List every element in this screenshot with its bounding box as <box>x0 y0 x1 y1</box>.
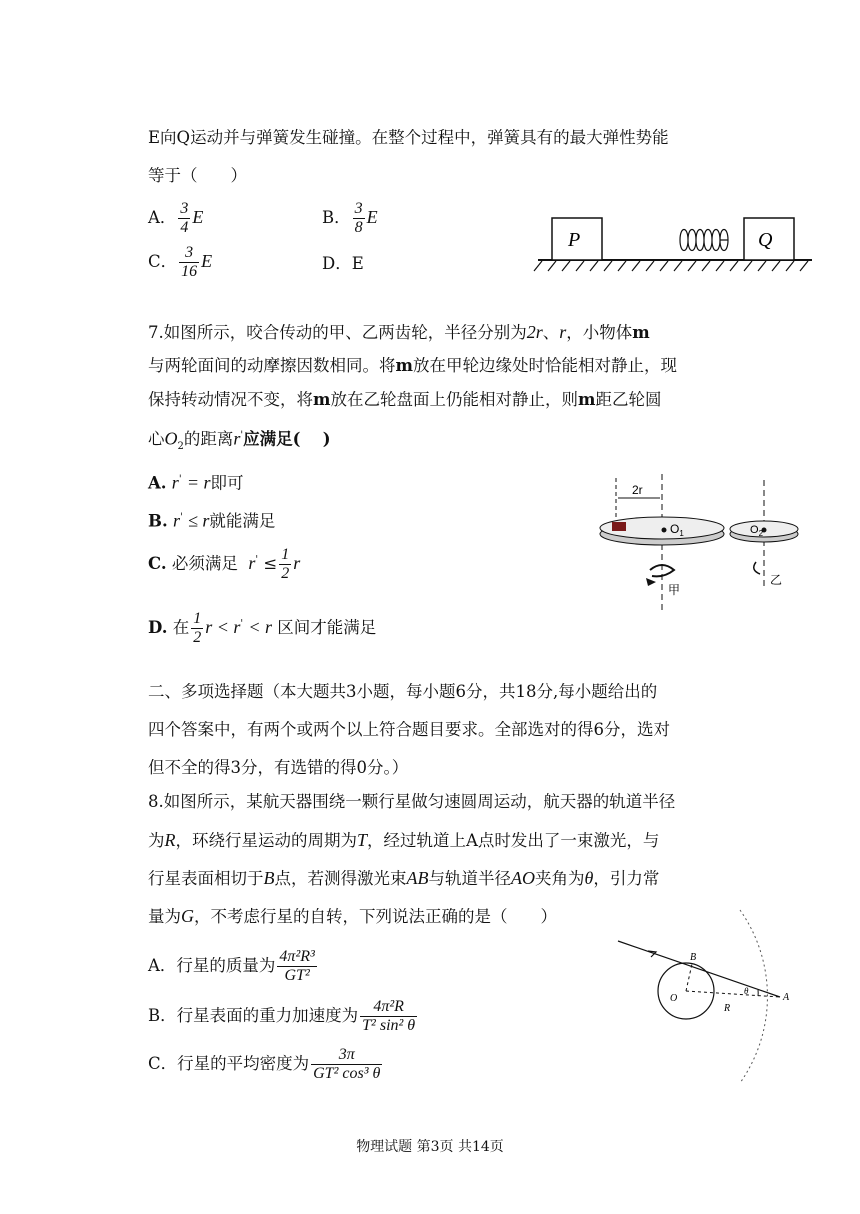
q7-line2: 与两轮面间的动摩擦因数相同。将m放在甲轮边缘处时恰能相对静止，现 <box>148 356 677 375</box>
q6-option-c: C． $\frac{3}{16}$ E <box>148 244 213 280</box>
fig-b-label: B <box>690 952 697 963</box>
fig-o-label: O <box>670 993 678 1004</box>
q7-option-c: C. 必须满足 r' ≤ $\frac{1}{2}$ r <box>148 546 301 582</box>
q6-option-a: A． $\frac{3}{4}$ E <box>148 200 204 236</box>
q6-line2: 等于（ ） <box>148 166 247 185</box>
fig-2r-label: 2r <box>632 483 643 497</box>
svg-text:O1: $O_1$ <box>670 522 684 538</box>
q7-line1: 7.如图所示，咬合传动的甲、乙两齿轮，半径分别为2r、r，小物体m <box>148 322 650 342</box>
q8-option-c: C．行星的平均密度为 $\frac{3\pi}{\text{GT² cos³ θ}}$ <box>148 1046 381 1082</box>
q8-option-b: B．行星表面的重力加速度为 $\frac{\text{4π²R}}{\text{T² sin² θ}}$ <box>148 998 416 1034</box>
orbit-figure <box>610 905 825 1085</box>
fig-a-label: A <box>783 992 790 1003</box>
q7-option-d: D. 在 $\frac{1}{2}$ r < r' < r 区间才能满足 <box>148 610 377 646</box>
page-footer: 物理试题 第3页 共14页 <box>356 1139 504 1155</box>
q6-line1: E向Q运动并与弹簧发生碰撞。在整个过程中，弹簧具有的最大弹性势能 <box>148 128 669 147</box>
q8-line3: 行星表面相切于B点，若测得激光束AB与轨道半径AO夹角为θ，引力常 <box>148 868 660 888</box>
fig-theta-label: θ <box>744 986 749 996</box>
fig-r-label: R <box>724 1003 731 1014</box>
spring-block-figure <box>530 210 820 280</box>
section2-line2: 四个答案中，有两个或两个以上符合题目要求。全部选对的得6分，选对 <box>148 720 670 739</box>
q8-line2: 为R，环绕行星运动的周期为T，经过轨道上A点时发出了一束激光，与 <box>148 830 660 850</box>
fig-jia-label: 甲 <box>668 583 681 597</box>
q8-line1: 8.如图所示，某航天器围绕一颗行星做匀速圆周运动，航天器的轨道半径 <box>148 792 676 811</box>
q7-option-b: B. r' ≤ r就能满足 <box>148 510 276 531</box>
q8-line4: 量为G，不考虑行星的自转，下列说法正确的是（ ） <box>148 906 557 926</box>
section2-line3: 但不全的得3分，有选错的得0分。） <box>148 758 409 777</box>
q7-option-a: A. r' = r即可 <box>148 472 244 493</box>
block-q-label: Q <box>758 229 773 251</box>
small-object-m <box>612 522 626 531</box>
q7-line3: 保持转动情况不变，将m放在乙轮盘面上仍能相对静止，则m距乙轮圆 <box>148 390 662 409</box>
q6-option-b: B． $\frac{3}{8}$ E <box>322 200 378 236</box>
q6-option-d: D．E <box>322 254 364 273</box>
q7-line4: 心$O_2$的距离r'应满足( ) <box>148 428 331 452</box>
spring <box>680 230 728 251</box>
q8-option-a: A．行星的质量为 $\frac{\text{4π²R³}}{\text{GT²}}$ <box>148 948 315 984</box>
gears-figure <box>596 470 806 615</box>
section2-line1: 二、多项选择题（本大题共3小题，每小题6分，共18分,每小题给出的 <box>148 682 658 701</box>
svg-text:O2: $O_2$ <box>750 524 764 538</box>
block-p-label: P <box>568 229 581 251</box>
fig-yi-label: 乙 <box>770 573 783 587</box>
